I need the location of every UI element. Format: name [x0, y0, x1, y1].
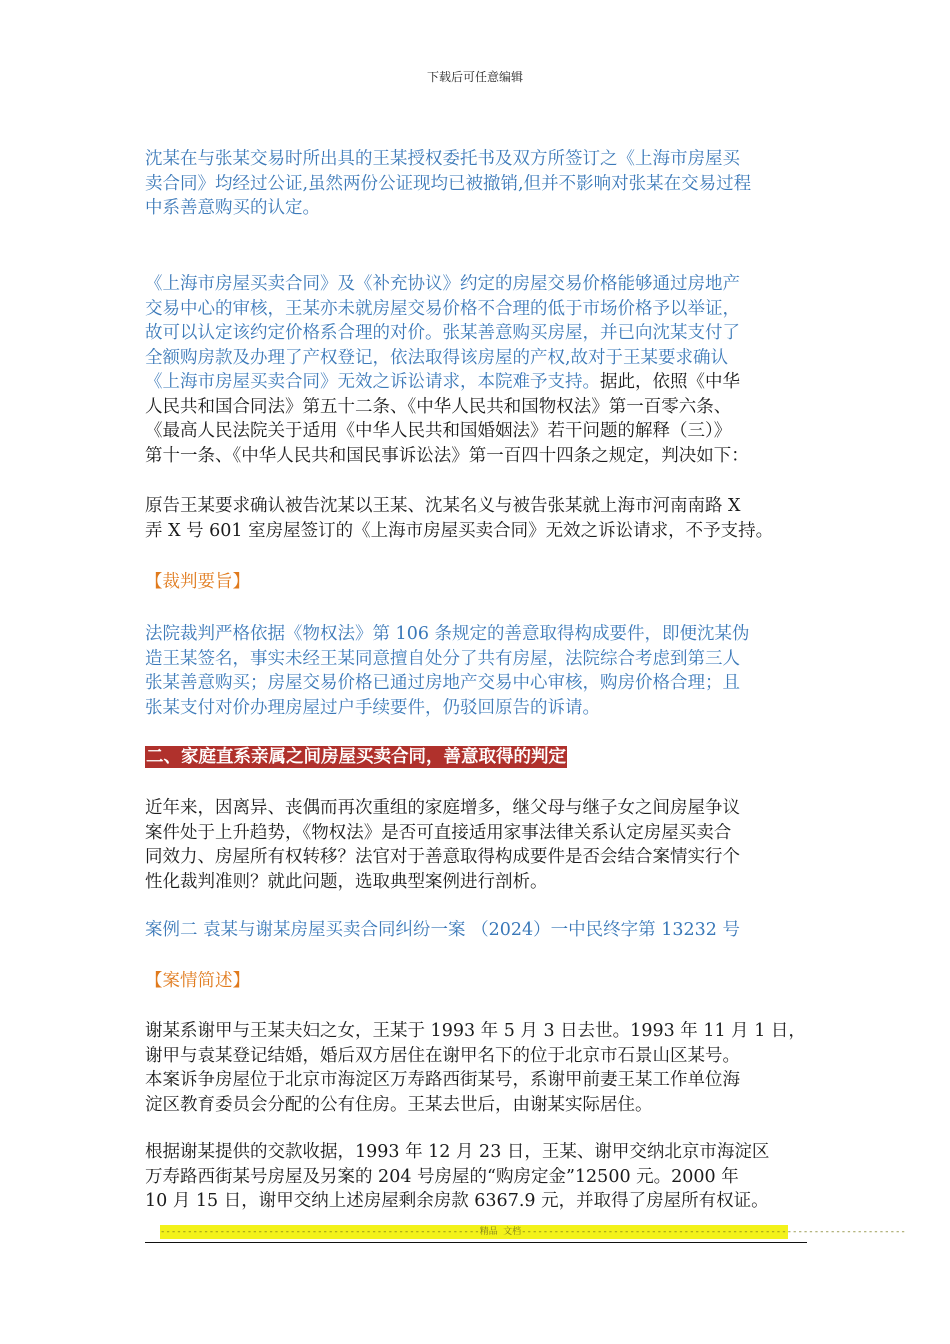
paragraph-case-2	[145, 1140, 810, 1214]
paragraph-1	[145, 147, 810, 221]
text-line: 交易中心的审核，王某亦未就房屋交易价格不合理的低于市场价格予以举证，	[145, 298, 740, 319]
text-line: 案例二 袁某与谢某房屋买卖合同纠纷一案 （2024）一中民终字第 13232 号	[145, 920, 740, 940]
text-segment-blue: 《上海市房屋买卖合同》无效之诉讼请求，本院难予支持。	[145, 372, 600, 392]
text-line: 10 月 15 日，谢甲交纳上述房屋剩余房款 6367.9 元，并取得了房屋所有权证。	[145, 1191, 769, 1211]
text-line: 中系善意购买的认定。	[145, 198, 320, 218]
subheading-ruling-gist	[145, 570, 810, 595]
text-line: 原告王某要求确认被告沈某以王某、沈某名义与被告张某就上海市河南南路 X	[145, 496, 741, 516]
text-line: 张某善意购买；房屋交易价格已通过房地产交易中心审核，购房价格合理；且	[145, 673, 740, 693]
paragraph-case-1	[145, 1019, 810, 1117]
text-line: 万寿路西街某号房屋及另案的 204 号房屋的“购房定金”12500 元。2000 年	[145, 1166, 739, 1187]
text-line: 同效力、房屋所有权转移？法官对于善意取得构成要件是否会结合案情实行个	[145, 847, 740, 867]
text-line: 《最高人民法院关于适用《中华人民共和国婚姻法》若干问题的解释（三）》	[145, 421, 732, 441]
page-header: 下载后可任意编辑	[426, 70, 523, 84]
text-line: 淀区教育委员会分配的公有住房。王某去世后，由谢某实际居住。	[145, 1094, 653, 1115]
text-line: 谢某系谢甲与王某夫妇之女，王某于 1993 年 5 月 3 日去世。1993 年 11 月 1 日，	[145, 1021, 806, 1041]
footer-divider	[145, 1242, 807, 1243]
section-heading: 二、家庭直系亲属之间房屋买卖合同，善意取得的判定	[146, 747, 566, 767]
text-line-mixed	[145, 370, 810, 395]
paragraph-2	[145, 272, 810, 468]
text-line: 性化裁判准则？就此问题，选取典型案例进行剖析。	[145, 871, 548, 892]
text-line: 全额购房款及办理了产权登记，依法取得该房屋的产权,故对于王某要求确认	[145, 347, 729, 368]
text-line: 【裁判要旨】	[145, 572, 250, 592]
text-line: 谢甲与袁某登记结婚，婚后双方居住在谢甲名下的位于北京市石景山区某号。	[145, 1045, 740, 1066]
text-line: 弄 X 号 601 室房屋签订的《上海市房屋买卖合同》无效之诉讼请求，不予支持。	[145, 520, 774, 541]
text-line: 造王某签名，事实未经王某同意擅自处分了共有房屋，法院综合考虑到第三人	[145, 648, 740, 669]
text-segment-black: 据此，依照《中华	[600, 372, 740, 392]
paragraph-ruling-gist	[145, 622, 810, 720]
text-line: 《上海市房屋买卖合同》及《补充协议》约定的房屋交易价格能够通过房地产	[145, 274, 740, 294]
text-line: 法院裁判严格依据《物权法》第 106 条规定的善意取得构成要件，即便沈某伪	[145, 624, 750, 644]
text-line: 案件处于上升趋势，《物权法》是否可直接适用家事法律关系认定房屋买卖合	[145, 822, 732, 843]
case-title	[145, 918, 810, 943]
text-line: 张某支付对价办理房屋过户手续要件，仍驳回原告的诉请。	[145, 697, 600, 718]
text-line: 【案情简述】	[145, 971, 250, 991]
text-line: 本案诉争房屋位于北京市海淀区万寿路西街某号，系谢甲前妻王某工作单位海	[145, 1070, 740, 1090]
paragraph-intro	[145, 796, 810, 894]
subheading-case-summary	[145, 969, 810, 994]
text-line: 人民共和国合同法》第五十二条、《中华人民共和国物权法》第一百零六条、	[145, 396, 732, 417]
text-line: 根据谢某提供的交款收据，1993 年 12 月 23 日，王某、谢甲交纳北京市海淀区	[145, 1142, 770, 1162]
text-line: 卖合同》均经过公证,虽然两份公证现均已被撤销,但并不影响对张某在交易过程	[145, 173, 752, 194]
paragraph-judgment	[145, 494, 810, 543]
text-line: 故可以认定该约定价格系合理的对价。张某善意购买房屋，并已向沈某支付了	[145, 323, 740, 343]
footer-banner: -----------------------------------------------------------精品 文档-----------------------------------------------------------------------	[160, 1227, 906, 1237]
text-line: 近年来，因离异、丧偶而再次重组的家庭增多，继父母与继子女之间房屋争议	[145, 798, 740, 818]
text-line: 第十一条、《中华人民共和国民事诉讼法》第一百四十四条之规定，判决如下：	[145, 445, 749, 466]
text-line: 沈某在与张某交易时所出具的王某授权委托书及双方所签订之《上海市房屋买	[145, 149, 740, 169]
